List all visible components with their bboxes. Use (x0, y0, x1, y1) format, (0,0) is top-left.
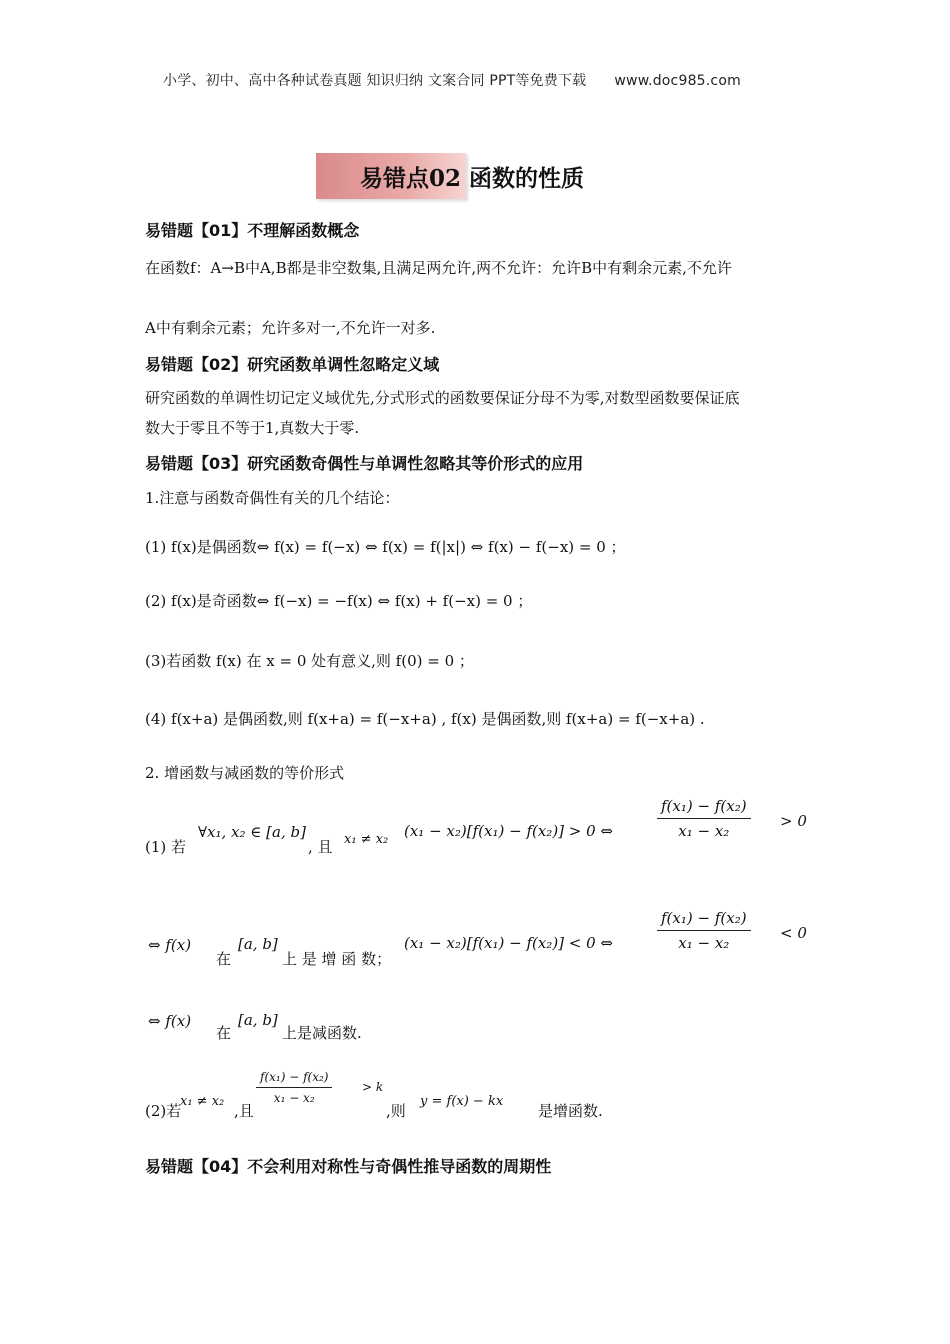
fraction-denominator: x₁ − x₂ (273, 1091, 315, 1105)
parity-item-2: (2) f(x)是奇函数⇔ f(−x) = −f(x) ⇔ f(x) + f(−x) = 0 ； (145, 592, 533, 610)
mono1-condition: ∀x₁, x₂ ∈ [a, b] (198, 823, 306, 841)
mono2-fraction (256, 1070, 332, 1105)
inc-on: 在 (216, 950, 232, 968)
mono2-prefix: (2)若 (145, 1102, 182, 1120)
mono2-end: 是增函数. (538, 1102, 603, 1120)
dec-on: 在 (216, 1024, 232, 1042)
mono2-y: y = f(x) − kx (420, 1094, 504, 1109)
parity-item-3: (3)若函数 f(x) 在 x = 0 处有意义,则 f(0) = 0 ； (145, 652, 474, 670)
inc-prefix: ⇔ f(x) (148, 936, 192, 954)
section-02-line1: 研究函数的单调性切记定义域优先,分式形式的函数要保证分母不为零,对数型函数要保证底 (145, 389, 740, 407)
section-01-heading: 易错题【01】不理解函数概念 (145, 221, 360, 240)
fraction-numerator: f(x₁) − f(x₂) (657, 797, 751, 819)
fraction-numerator: f(x₁) − f(x₂) (256, 1070, 332, 1088)
parity-item-4: (4) f(x+a) 是偶函数,则 f(x+a) = f(−x+a) , f(x) 是偶函数,则 f(x+a) = f(−x+a) . (145, 710, 705, 728)
header-site: www.doc985.com (614, 73, 741, 89)
fraction-denominator: x₁ − x₂ (678, 822, 730, 840)
dec-text: 上是减函数. (282, 1024, 362, 1042)
dec-interval: [a, b] (238, 1011, 278, 1029)
header-text: 小学、初中、高中各种试卷真题 知识归纳 文案合同 PPT等免费下载 (163, 73, 587, 89)
inc-interval: [a, b] (238, 935, 278, 953)
dec-fraction (657, 909, 751, 952)
parity-intro: 1.注意与函数奇偶性有关的几个结论： (145, 489, 400, 507)
fraction-numerator: f(x₁) − f(x₂) (657, 909, 751, 931)
mono1-expr: (x₁ − x₂)[f(x₁) − f(x₂)] > 0 ⇔ (404, 822, 614, 840)
fraction-denominator: x₁ − x₂ (678, 934, 730, 952)
section-01-line1: 在函数f：A→B中A,B都是非空数集,且满足两允许,两不允许：允许B中有剩余元素,不允许 (145, 259, 732, 277)
section-02-heading: 易错题【02】研究函数单调性忽略定义域 (145, 355, 440, 374)
monotonic-intro: 2. 增函数与减函数的等价形式 (145, 764, 345, 782)
section-01-line2: A中有剩余元素；允许多对一,不允许一对多. (145, 319, 436, 337)
mono1-and: , 且 (308, 838, 333, 856)
section-02-line2: 数大于零且不等于1,真数大于零. (145, 419, 360, 437)
inc-text: 上 是 增 函 数； (282, 950, 392, 968)
mono2-then: ,则 (386, 1102, 406, 1120)
mono1-fraction (657, 797, 751, 840)
parity-item-1: (1) f(x)是偶函数⇔ f(x) = f(−x) ⇔ f(x) = f(|x|) ⇔ f(x) − f(−x) = 0 ； (145, 538, 626, 556)
mono1-gt0: > 0 (780, 812, 807, 830)
dec-expr: (x₁ − x₂)[f(x₁) − f(x₂)] < 0 ⇔ (404, 934, 614, 952)
section-04-heading: 易错题【04】不会利用对称性与奇偶性推导函数的周期性 (145, 1157, 552, 1176)
mono2-ne: x₁ ≠ x₂ (180, 1094, 225, 1109)
page-header (163, 70, 741, 90)
mono2-and: ,且 (234, 1102, 254, 1120)
page-title: 易错点02 函数的性质 (360, 165, 585, 192)
mono1-prefix: (1) 若 (145, 838, 187, 856)
dec-prefix: ⇔ f(x) (148, 1012, 192, 1030)
mono2-gtk: > k (362, 1080, 384, 1094)
dec-lt0: < 0 (780, 924, 807, 942)
section-03-heading: 易错题【03】研究函数奇偶性与单调性忽略其等价形式的应用 (145, 454, 584, 473)
mono1-ne: x₁ ≠ x₂ (344, 832, 389, 847)
